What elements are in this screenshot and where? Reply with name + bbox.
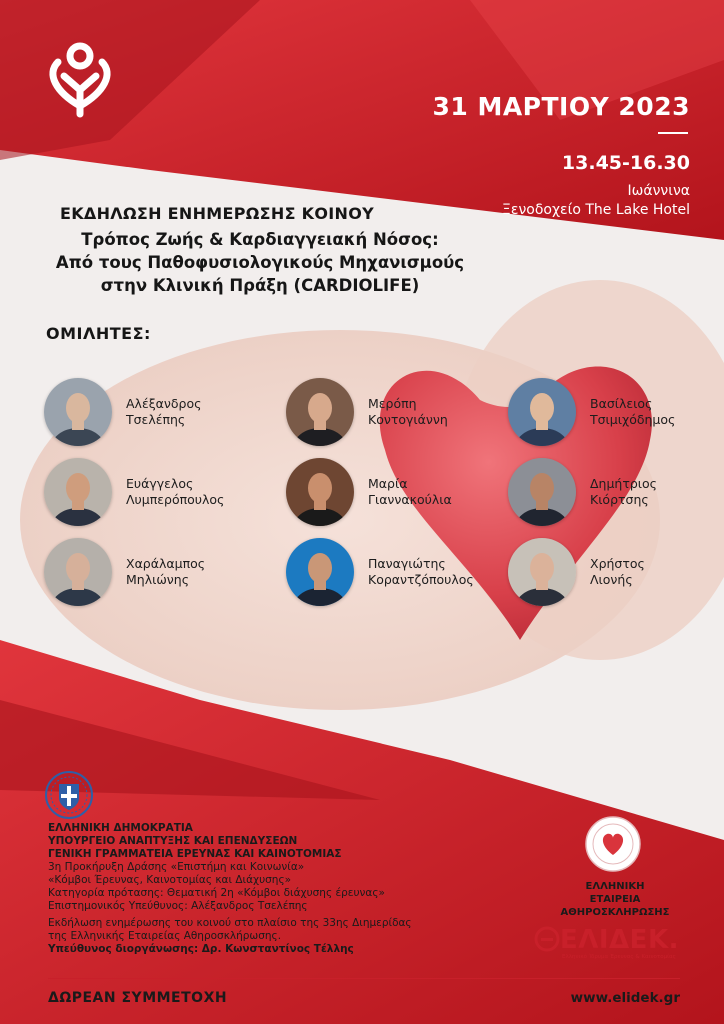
speaker-card <box>44 538 205 606</box>
program-line: 3η Προκήρυξη Δράσης «Επιστήμη και Κοινωνία» <box>48 861 305 873</box>
event-location <box>502 182 690 220</box>
society-seal-icon <box>584 815 642 873</box>
context-line: Εκδήλωση ενημέρωσης του κοινού στο πλαίσιο της 33ης Διημερίδας <box>48 917 412 929</box>
org-line: ΕΛΛΗΝΙΚΗ ΔΗΜΟΚΡΑΤΙΑ <box>48 822 193 834</box>
speaker-name: Δημήτριος Κιόρτσης <box>590 476 658 507</box>
speaker-portrait-icon <box>286 458 354 526</box>
speaker-portrait-icon <box>44 458 112 526</box>
speakers-heading: ΟΜΙΛΗΤΕΣ: <box>46 324 151 343</box>
speaker-portrait-icon <box>44 538 112 606</box>
event-title-line: Τρόπος Ζωής & Καρδιαγγειακή Νόσος: <box>81 230 439 249</box>
speaker-portrait-icon <box>44 378 112 446</box>
speaker-name: Χαράλαμπος Μηλιώνης <box>126 556 206 587</box>
speaker-portrait-icon <box>286 378 354 446</box>
speaker-photo <box>44 538 112 606</box>
speaker-photo <box>286 458 354 526</box>
free-participation: ΔΩΡΕΑΝ ΣΥΜΜΕΤΟΧΗ <box>48 990 228 1006</box>
speaker-card <box>286 378 448 446</box>
society-name-line: ΕΛΛΗΝΙΚΗ ΕΤΑΙΡΕΙΑ <box>585 881 645 905</box>
speaker-photo <box>286 538 354 606</box>
date-divider <box>658 132 688 134</box>
speaker-card <box>44 458 224 526</box>
context-line: της Ελληνικής Εταιρείας Αθηροσκλήρωσης. <box>48 930 282 942</box>
speaker-card <box>508 458 657 526</box>
society-name-line: ΑΘΗΡΟΣΚΛΗΡΩΣΗΣ <box>560 907 670 918</box>
speaker-name: Μερόπη Κοντογιάννη <box>368 396 448 427</box>
speaker-name: Ευάγγελος Λυμπερόπουλος <box>126 476 225 507</box>
speaker-card <box>508 378 675 446</box>
speaker-photo <box>508 378 576 446</box>
speaker-name: Βασίλειος Τσιμιχόδημος <box>590 396 676 427</box>
elidek-emblem-icon <box>534 926 560 952</box>
speaker-photo <box>44 378 112 446</box>
event-title-line: στην Κλινική Πράξη (CARDIOLIFE) <box>100 276 420 295</box>
speaker-name: Παναγιώτης Κοραντζόπουλος <box>368 556 474 587</box>
organizer-line: Υπεύθυνος διοργάνωσης: Δρ. Κωνσταντίνος Τέλλης <box>48 943 354 955</box>
org-line: ΥΠΟΥΡΓΕΙΟ ΑΝΑΠΤΥΞΗΣ ΚΑΙ ΕΠΕΝΔΥΣΕΩΝ <box>48 835 298 847</box>
greek-coat-of-arms-icon <box>44 770 94 820</box>
event-title <box>50 228 470 297</box>
speaker-name: Αλέξανδρος Τσελέπης <box>126 396 202 427</box>
organization-info <box>48 822 412 956</box>
speaker-photo <box>286 378 354 446</box>
speaker-portrait-icon <box>508 538 576 606</box>
speaker-card <box>286 538 474 606</box>
speaker-name: Μαρία Γιαννακούλια <box>368 476 452 507</box>
speaker-name: Χρήστος Λιονής <box>590 556 645 587</box>
org-line: ΓΕΝΙΚΗ ΓΡΑΜΜΑΤΕΙΑ ΕΡΕΥΝΑΣ ΚΑΙ ΚΑΙΝΟΤΟΜΙΑΣ <box>48 848 342 860</box>
website-link[interactable]: www.elidek.gr <box>570 990 680 1006</box>
hellenic-republic-seal <box>44 770 94 820</box>
heart-person-logo-icon <box>44 40 116 118</box>
speaker-photo <box>44 458 112 526</box>
program-line: Κατηγορία πρότασης: Θεματική 2η «Κόμβοι διάχυσης έρευνας» <box>48 887 385 899</box>
event-label: ΕΚΔΗΛΩΣΗ ΕΝΗΜΕΡΩΣΗΣ ΚΟΙΝΟΥ <box>60 204 375 223</box>
program-line: «Κόμβοι Έρευνας, Καινοτομίας και Διάχυσης» <box>48 874 292 886</box>
speaker-card <box>286 458 452 526</box>
elidek-subtitle: Ελληνικό Ίδρυμα Έρευνας & Καινοτομίας <box>562 954 676 960</box>
speaker-photo <box>508 458 576 526</box>
society-name <box>560 880 670 919</box>
event-date: 31 ΜΑΡΤΙΟΥ 2023 <box>432 92 690 121</box>
program-line: Επιστημονικός Υπεύθυνος: Αλέξανδρος Τσελέπης <box>48 900 308 912</box>
speaker-card <box>508 538 645 606</box>
elidek-name: ΕΛΙΔΕΚ. <box>560 925 679 955</box>
event-time: 13.45-16.30 <box>561 152 690 174</box>
cardiolife-logo <box>44 40 116 118</box>
speaker-portrait-icon <box>508 378 576 446</box>
atherosclerosis-society-logo <box>584 815 642 873</box>
speaker-portrait-icon <box>508 458 576 526</box>
speaker-portrait-icon <box>286 538 354 606</box>
event-venue: Ξενοδοχείο The Lake Hotel <box>502 202 690 218</box>
footer-divider <box>48 978 680 979</box>
speaker-card <box>44 378 201 446</box>
speaker-photo <box>508 538 576 606</box>
event-title-line: Από τους Παθοφυσιολογικούς Μηχανισμούς <box>55 253 465 272</box>
event-city: Ιωάννινα <box>627 183 690 199</box>
